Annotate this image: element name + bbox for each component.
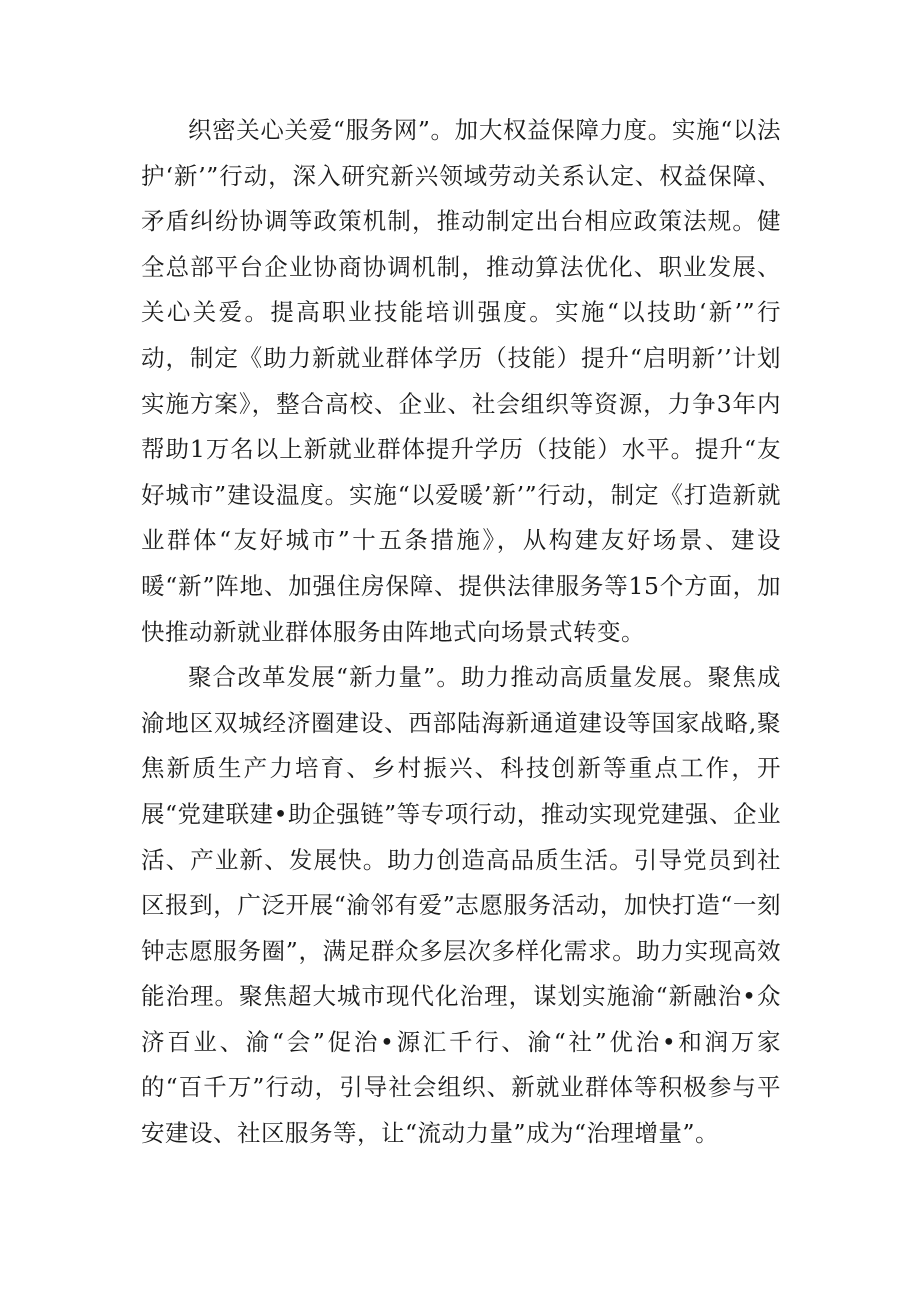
document-body <box>141 108 781 1157</box>
paragraph-reform-development: 聚合改革发展“新力量”。助力推动高质量发展。聚焦成渝地区双城经济圈建设、西部陆海新通道建设等国家战略,聚焦新质生产力培育、乡村振兴、科技创新等重点工作，开展“党建联建•助企强链”等专项行动，推动实现党建强、企业活、产业新、发展快。助力创造高品质生活。引导党员到社区报到，广泛开展“渝邻有爱”志愿服务活动，加快打造“一刻钟志愿服务圈”，满足群众多层次多样化需求。助力实现高效能治理。聚焦超大城市现代化治理，谋划实施渝“新融治•众济百业、渝“会”促治•源汇千行、渝“社”优治•和润万家的“百千万”行动，引导社会组织、新就业群体等积极参与平安建设、社区服务等，让“流动力量”成为“治理增量”。 <box>141 663 781 1148</box>
paragraph-service-network: 织密关心关爱“服务网”。加大权益保障力度。实施“以法护‘新’”行动，深入研究新兴领域劳动关系认定、权益保障、矛盾纠纷协调等政策机制，推动制定出台相应政策法规。健全总部平台企业协商协调机制，推动算法优化、职业发展、关心关爱。提高职业技能培训强度。实施“以技助‘新’”行动，制定《助力新就业群体学历（技能）提升“启明新’’计划实施方案》，整合高校、企业、社会组织等资源，力争3年内帮助1万名以上新就业群体提升学历（技能）水平。提升“友好城市”建设温度。实施“以爱暖’新’”行动，制定《打造新就业群体“友好城市”十五条措施》，从构建友好场景、建设暖“新”阵地、加强住房保障、提供法律服务等15个方面，加快推动新就业群体服务由阵地式向场景式转变。 <box>141 116 781 646</box>
